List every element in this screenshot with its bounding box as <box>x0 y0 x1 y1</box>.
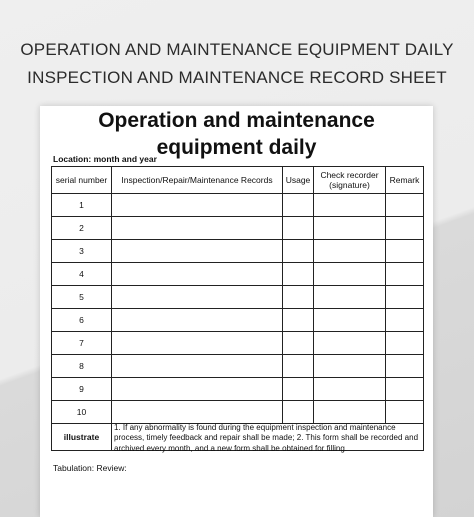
usage-cell[interactable] <box>283 217 314 240</box>
table-row <box>52 378 424 401</box>
table-row <box>52 263 424 286</box>
check-recorder-cell[interactable] <box>314 194 386 217</box>
check-recorder-cell[interactable] <box>314 286 386 309</box>
col-header-serial-number: serial number <box>52 167 112 194</box>
check-recorder-cell[interactable] <box>314 309 386 332</box>
serial-number-cell: 8 <box>52 355 112 378</box>
table-row <box>52 194 424 217</box>
remark-cell[interactable] <box>386 401 424 424</box>
check-recorder-cell[interactable] <box>314 401 386 424</box>
check-recorder-cell[interactable] <box>314 240 386 263</box>
table-row <box>52 286 424 309</box>
check-recorder-cell[interactable] <box>314 378 386 401</box>
remark-cell[interactable] <box>386 194 424 217</box>
tabulation-review-label: Tabulation: Review: <box>53 463 127 473</box>
usage-cell[interactable] <box>283 332 314 355</box>
serial-number-cell: 6 <box>52 309 112 332</box>
remark-cell[interactable] <box>386 240 424 263</box>
records-cell[interactable] <box>112 332 283 355</box>
table-row <box>52 355 424 378</box>
col-header-usage: Usage <box>283 167 314 194</box>
check-recorder-cell[interactable] <box>314 332 386 355</box>
records-cell[interactable] <box>112 286 283 309</box>
usage-cell[interactable] <box>283 355 314 378</box>
usage-cell[interactable] <box>283 378 314 401</box>
records-cell[interactable] <box>112 263 283 286</box>
check-recorder-cell[interactable] <box>314 355 386 378</box>
records-cell[interactable] <box>112 309 283 332</box>
table-row <box>52 240 424 263</box>
usage-cell[interactable] <box>283 286 314 309</box>
col-header-check-recorder: Check recorder (signature) <box>314 167 386 194</box>
serial-number-cell: 9 <box>52 378 112 401</box>
remark-cell[interactable] <box>386 309 424 332</box>
remark-cell[interactable] <box>386 355 424 378</box>
usage-cell[interactable] <box>283 194 314 217</box>
remark-cell[interactable] <box>386 217 424 240</box>
table-row <box>52 217 424 240</box>
serial-number-cell: 5 <box>52 286 112 309</box>
table-row <box>52 309 424 332</box>
records-cell[interactable] <box>112 217 283 240</box>
remark-cell[interactable] <box>386 263 424 286</box>
illustrate-text-cell <box>112 424 424 451</box>
illustrate-text: 1. If any abnormality is found during the equipment inspection and maintenance process, timely feedback and repair shall be made; 2. This form shall be recorded and archived every month, and a new form shall be obtained for filling. <box>114 422 419 453</box>
banner-line-1: OPERATION AND MAINTENANCE EQUIPMENT DAILY <box>20 40 454 59</box>
table-row <box>52 332 424 355</box>
records-cell[interactable] <box>112 194 283 217</box>
usage-cell[interactable] <box>283 309 314 332</box>
serial-number-cell: 7 <box>52 332 112 355</box>
usage-cell[interactable] <box>283 240 314 263</box>
col-header-records: Inspection/Repair/Maintenance Records <box>112 167 283 194</box>
banner-line-2: INSPECTION AND MAINTENANCE RECORD SHEET <box>27 68 447 87</box>
location-label: Location: month and year <box>53 154 157 164</box>
page-banner <box>0 36 474 92</box>
records-cell[interactable] <box>112 355 283 378</box>
record-sheet <box>40 106 433 517</box>
records-cell[interactable] <box>112 378 283 401</box>
serial-number-cell: 2 <box>52 217 112 240</box>
usage-cell[interactable] <box>283 263 314 286</box>
table-row <box>52 401 424 424</box>
serial-number-cell: 4 <box>52 263 112 286</box>
usage-cell[interactable] <box>283 401 314 424</box>
sheet-title-line-2: equipment daily <box>156 136 317 159</box>
records-cell[interactable] <box>112 240 283 263</box>
illustrate-label: illustrate <box>52 424 112 451</box>
check-recorder-cell[interactable] <box>314 217 386 240</box>
record-table <box>51 166 424 451</box>
col-header-remark: Remark <box>386 167 424 194</box>
serial-number-cell: 1 <box>52 194 112 217</box>
records-cell[interactable] <box>112 401 283 424</box>
serial-number-cell: 3 <box>52 240 112 263</box>
remark-cell[interactable] <box>386 286 424 309</box>
table-header-row <box>52 167 424 194</box>
remark-cell[interactable] <box>386 378 424 401</box>
sheet-title-line-1: Operation and maintenance <box>98 109 375 132</box>
illustrate-row <box>52 424 424 451</box>
check-recorder-cell[interactable] <box>314 263 386 286</box>
serial-number-cell: 10 <box>52 401 112 424</box>
remark-cell[interactable] <box>386 332 424 355</box>
